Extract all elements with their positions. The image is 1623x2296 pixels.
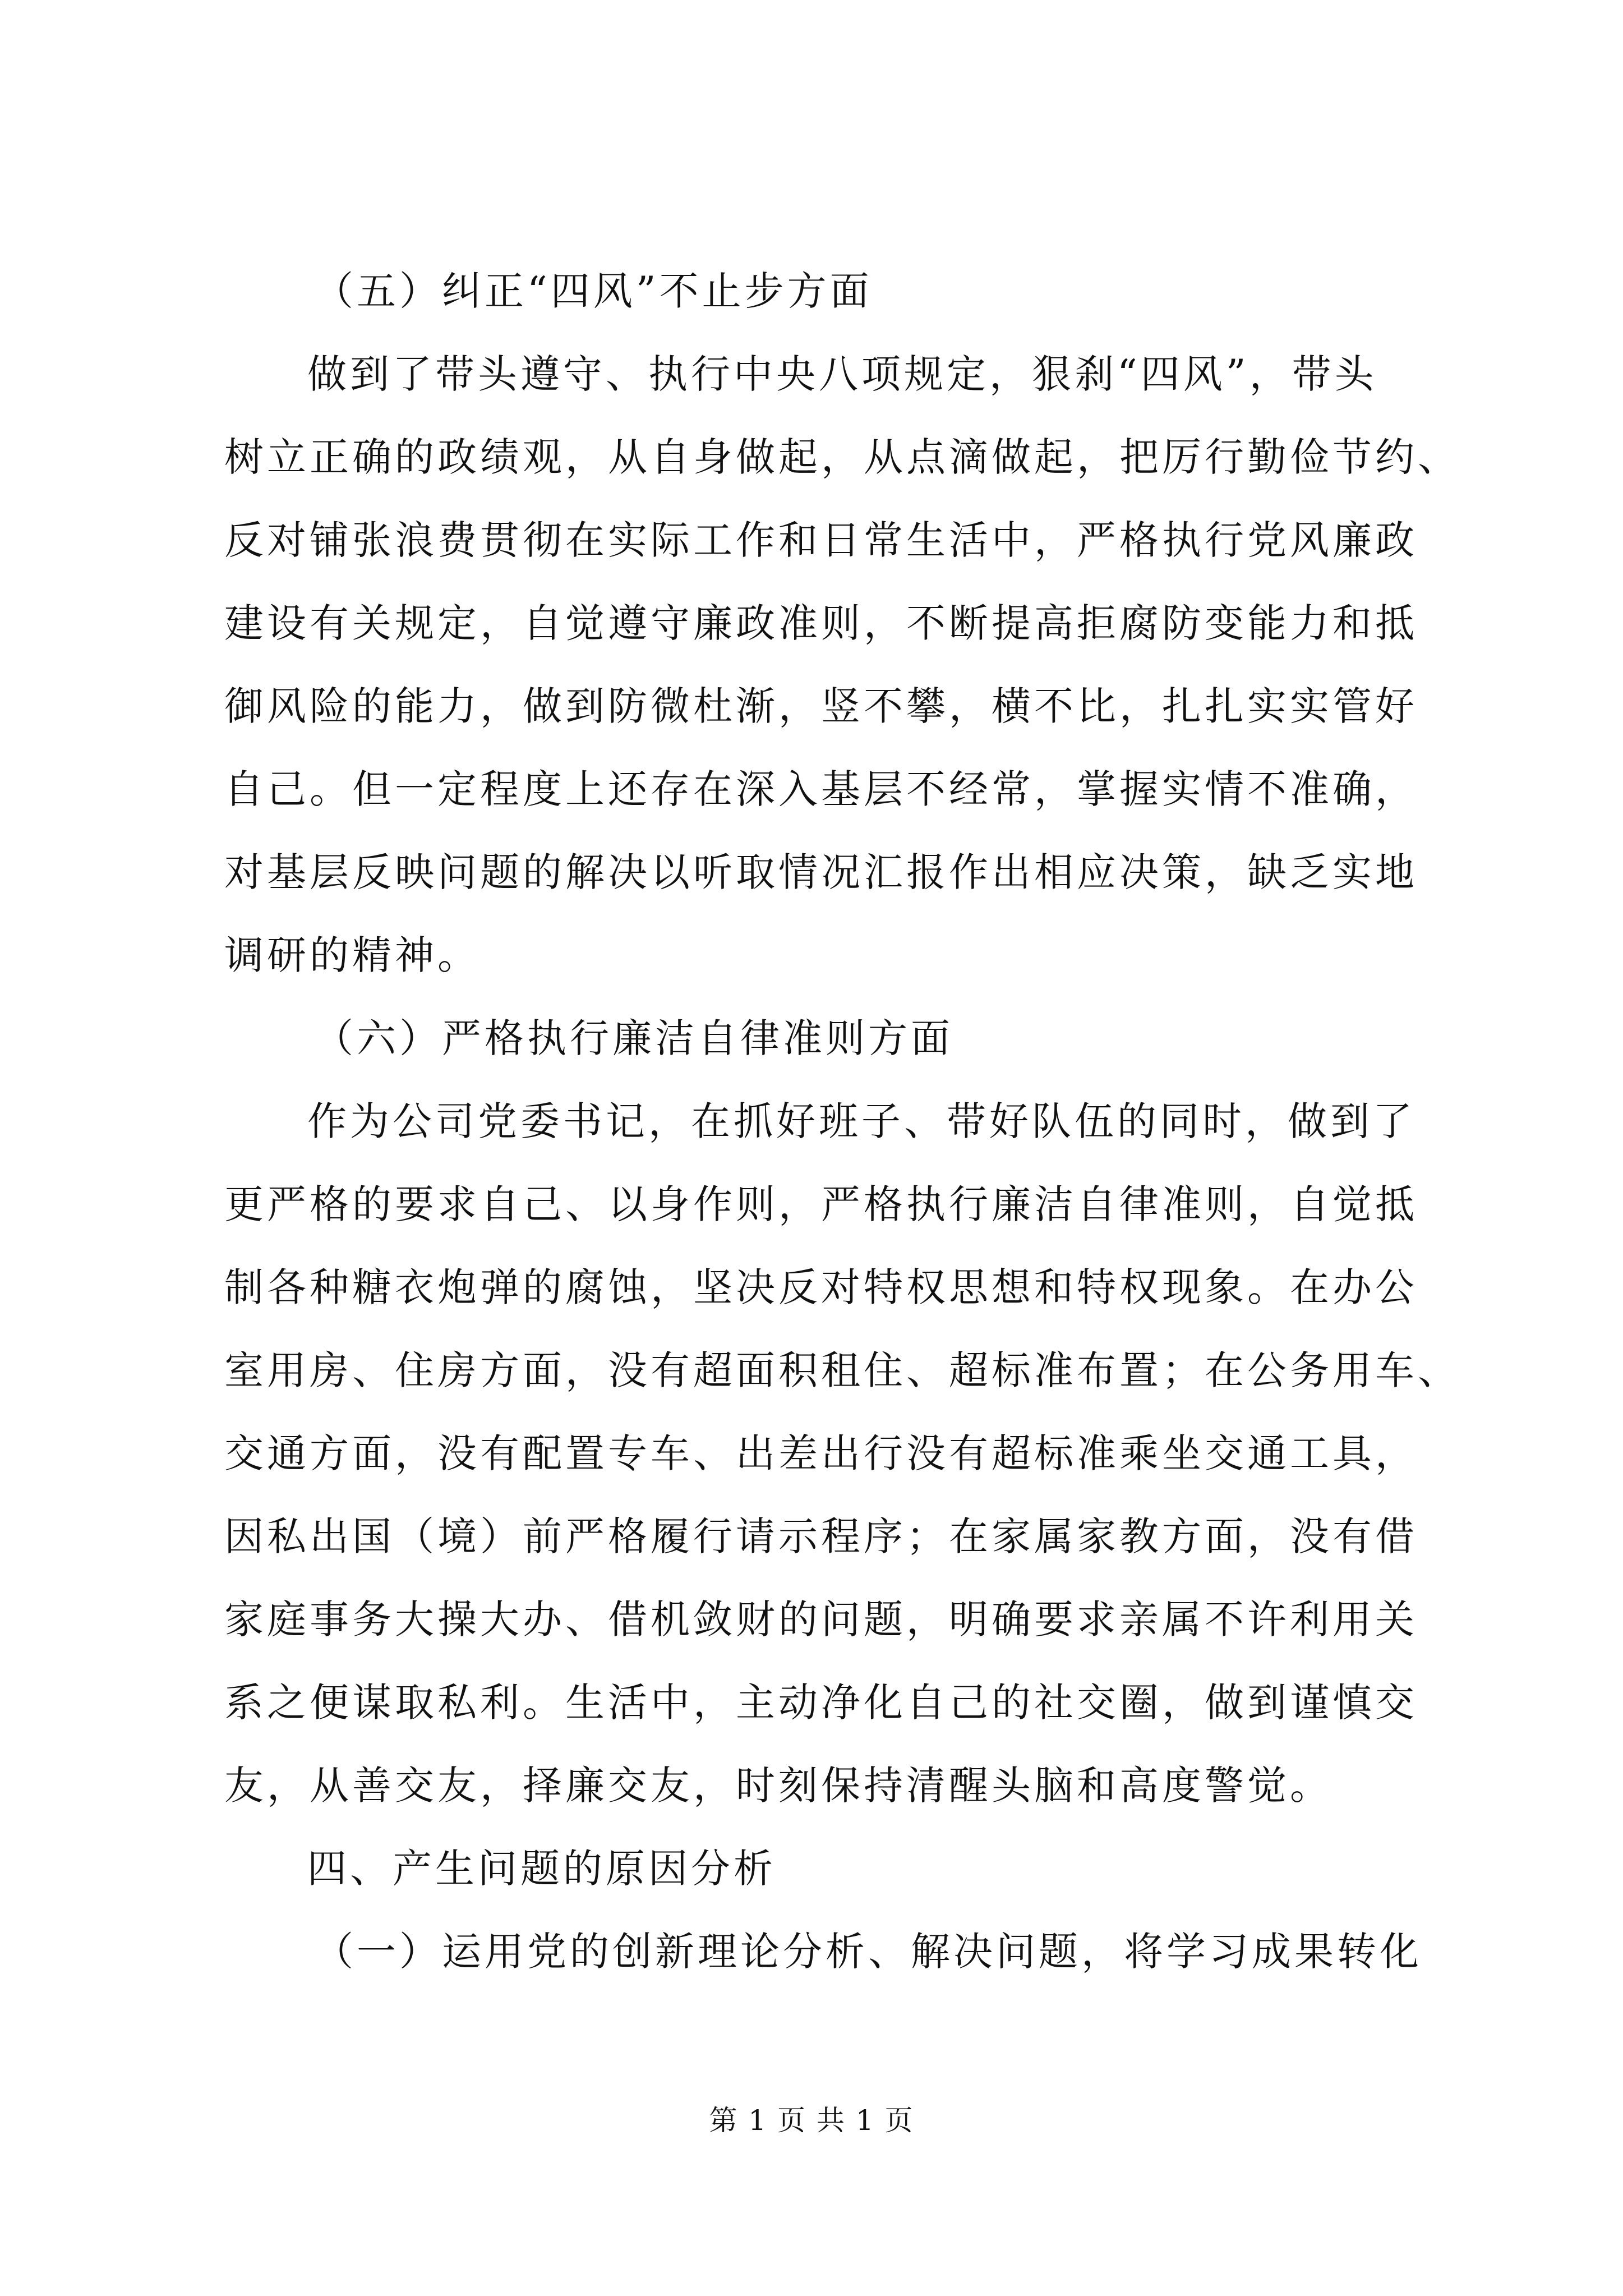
- text-line: 室用房、住房方面，没有超面积租住、超标准布置；在公务用车、: [224, 1347, 1460, 1393]
- text-line: 反对铺张浪费贯彻在实际工作和日常生活中，严格执行党风廉政: [224, 517, 1418, 563]
- text-line: （六）严格执行廉洁自律准则方面: [314, 1015, 953, 1061]
- text-line: 友，从善交友，择廉交友，时刻保持清醒头脑和高度警觉。: [224, 1763, 1332, 1809]
- text-line: 家庭事务大操大办、借机敛财的问题，明确要求亲属不许利用关: [224, 1596, 1418, 1642]
- text-line: 因私出国（境）前严格履行请示程序；在家属家教方面，没有借: [224, 1513, 1418, 1559]
- text-line: 系之便谋取私利。生活中，主动净化自己的社交圈，做到谨慎交: [224, 1680, 1418, 1726]
- text-line: 对基层反映问题的解决以听取情况汇报作出相应决策，缺乏实地: [224, 849, 1418, 895]
- document-body: [224, 250, 1460, 1993]
- text-line: 御风险的能力，做到防微杜渐，竖不攀，横不比，扎扎实实管好: [224, 683, 1418, 729]
- page-number-footer: 第 1 页 共 1 页: [709, 2104, 914, 2137]
- text-line: 交通方面，没有配置专车、出差出行没有超标准乘坐交通工具，: [224, 1430, 1418, 1476]
- text-line: 自己。但一定程度上还存在深入基层不经常，掌握实情不准确，: [224, 766, 1418, 812]
- text-line: 作为公司党委书记，在抓好班子、带好队伍的同时，做到了: [307, 1098, 1415, 1144]
- text-line: 制各种糖衣炮弹的腐蚀，坚决反对特权思想和特权现象。在办公: [224, 1264, 1418, 1310]
- text-line: （一）运用党的创新理论分析、解决问题，将学习成果转化: [314, 1929, 1422, 1975]
- text-line: 树立正确的政绩观，从自身做起，从点滴做起，把厉行勤俭节约、: [224, 434, 1460, 480]
- text-line: 做到了带头遵守、执行中央八项规定，狠刹“四风”，带头: [307, 351, 1377, 397]
- text-line: （五）纠正“四风”不止步方面: [314, 268, 873, 314]
- text-line: 四、产生问题的原因分析: [307, 1846, 776, 1892]
- text-line: 建设有关规定，自觉遵守廉政准则，不断提高拒腐防变能力和抵: [224, 600, 1418, 646]
- text-line: 调研的精神。: [224, 932, 480, 978]
- text-line: 更严格的要求自己、以身作则，严格执行廉洁自律准则，自觉抵: [224, 1181, 1418, 1227]
